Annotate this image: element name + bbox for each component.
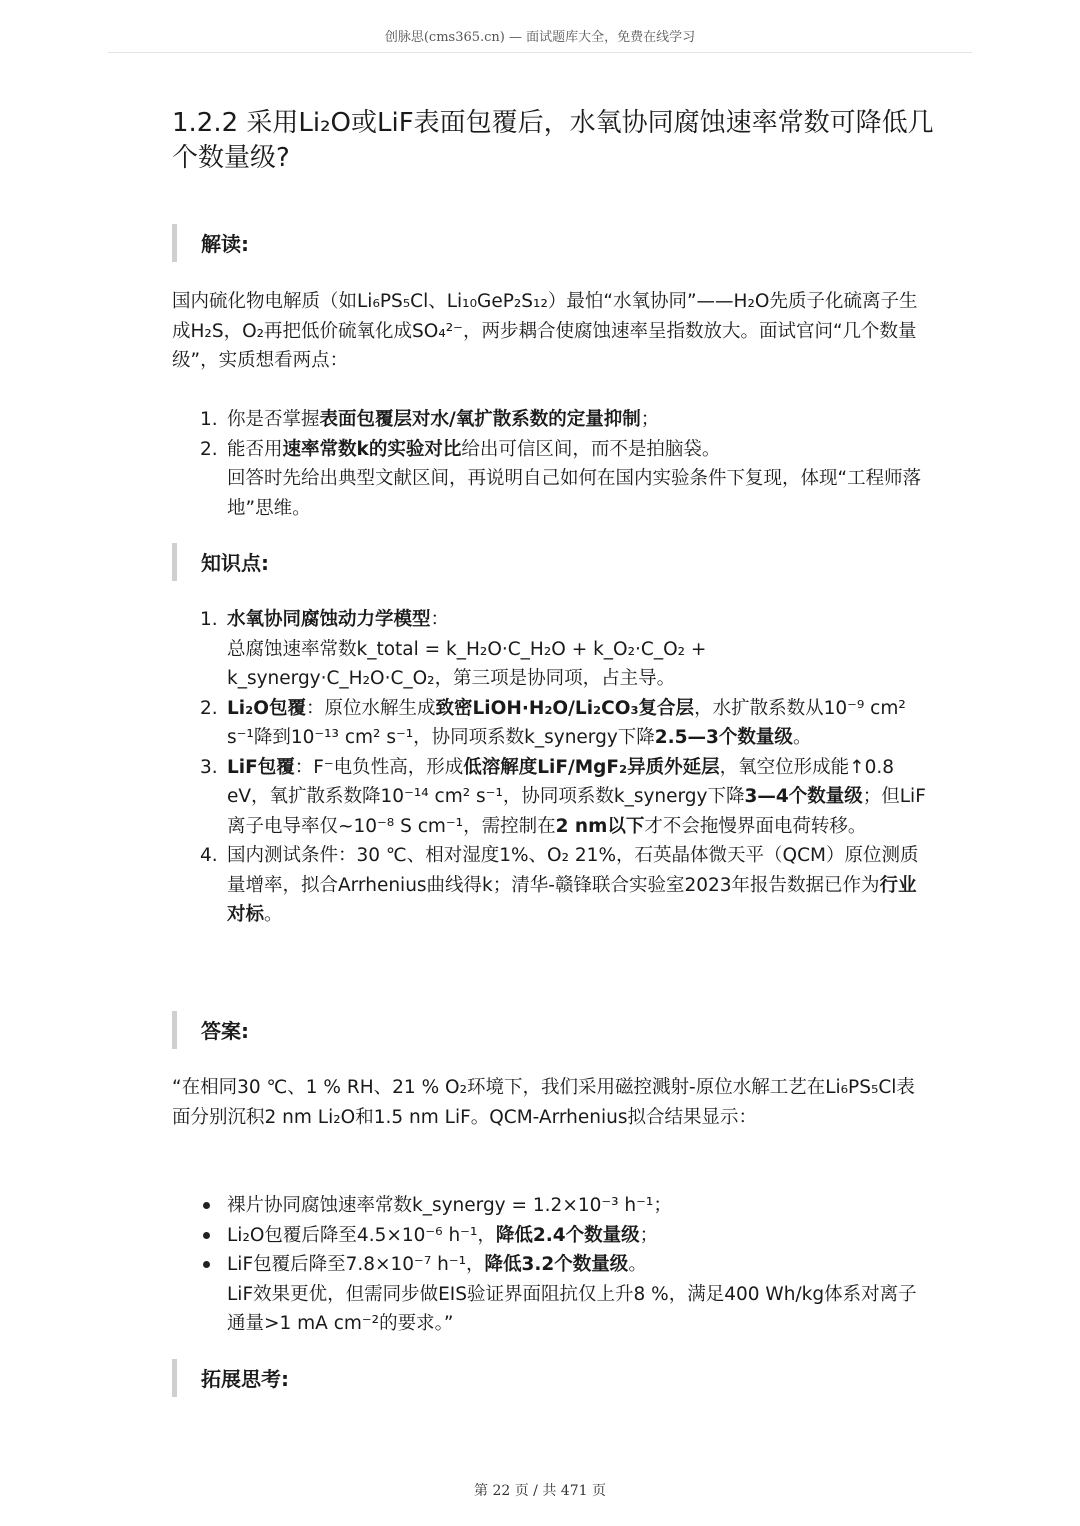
- answer-bullets: [200, 1191, 930, 1339]
- page-number-footer: 第 22 页 / 共 471 页: [474, 1483, 606, 1499]
- list-item: 3. LiF包覆：F⁻电负性高，形成低溶解度LiF/MgF₂异质外延层，氧空位形成能↑0.8 eV，氧扩散系数降10⁻¹⁴ cm² s⁻¹，协同项系数k_synergy下降3—4个数量级；但LiF离子电导率仅~10⁻⁸ S cm⁻¹，需控制在2 nm以下才不会拖慢界面电荷转移。: [200, 756, 926, 837]
- interpretation-list: [200, 405, 930, 523]
- interpretation-continuation: 回答时先给出典型文献区间，再说明自己如何在国内实验条件下复现，体现“工程师落地”思维。: [227, 468, 922, 519]
- knowledge-list: [200, 605, 930, 930]
- answer-intro: “在相同30 ℃、1 % RH、21 % O₂环境下，我们采用磁控溅射-原位水解工艺在Li₆PS₅Cl表面分别沉积2 nm Li₂O和1.5 nm LiF。QCM-Arrhenius拟合结果显示：: [172, 1077, 915, 1128]
- answer-continuation: LiF效果更优，但需同步做EIS验证界面阻抗仅上升8 %，满足400 Wh/kg体系对离子通量>1 mA cm⁻²的要求。”: [227, 1283, 917, 1334]
- section-heading-knowledge: 知识点:: [172, 543, 937, 581]
- bullet-dot: [203, 1232, 210, 1239]
- bullet-dot: [203, 1202, 210, 1209]
- page-header-source: 创脉思(cms365.cn) — 面试题库大全，免费在线学习: [384, 30, 696, 45]
- bullet-dot: [203, 1261, 210, 1268]
- list-item: 裸片协同腐蚀速率常数k_synergy = 1.2×10⁻³ h⁻¹；: [200, 1191, 930, 1221]
- section-heading-extension: 拓展思考:: [172, 1359, 937, 1397]
- section-heading-answer: 答案:: [172, 1011, 937, 1049]
- section-heading-interpretation: 解读:: [172, 224, 937, 262]
- list-item: 4. 国内测试条件：30 ℃、相对湿度1%、O₂ 21%，石英晶体微天平（QCM）原位测质量增率，拟合Arrhenius曲线得k；清华-赣锋联合实验室2023年报告数据已作为行业对标。: [200, 845, 919, 925]
- list-item: 1. 水氧协同腐蚀动力学模型： 总腐蚀速率常数k_total = k_H₂O·C_H₂O + k_O₂·C_O₂ + k_synergy·C_H₂O·C_O₂，第三项是协同项，占主导。: [200, 609, 707, 689]
- list-item: 2. Li₂O包覆：原位水解生成致密LiOH·H₂O/Li₂CO₃复合层，水扩散系数从10⁻⁹ cm² s⁻¹降到10⁻¹³ cm² s⁻¹，协同项系数k_synergy下降2.5—3个数量级。: [200, 697, 906, 748]
- question-title: 1.2.2 采用Li₂O或LiF表面包覆后，水氧协同腐蚀速率常数可降低几个数量级?: [172, 108, 934, 173]
- list-item: LiF包覆后降至7.8×10⁻⁷ h⁻¹，降低3.2个数量级。 LiF效果更优，但需同步做EIS验证界面阻抗仅上升8 %，满足400 Wh/kg体系对离子通量>1 mA cm⁻²的要求。”: [200, 1250, 930, 1339]
- header-divider: [108, 52, 972, 53]
- list-item: 2. 能否用速率常数k的实验对比给出可信区间，而不是拍脑袋。 回答时先给出典型文献区间，再说明自己如何在国内实验条件下复现，体现“工程师落地”思维。: [200, 435, 930, 524]
- list-item: Li₂O包覆后降至4.5×10⁻⁶ h⁻¹，降低2.4个数量级；: [200, 1221, 930, 1251]
- interpretation-intro: 国内硫化物电解质（如Li₆PS₅Cl、Li₁₀GeP₂S₁₂）最怕“水氧协同”——H₂O先质子化硫离子生成H₂S，O₂再把低价硫氧化成SO₄²⁻，两步耦合使腐蚀速率呈指数放大。面试官问“几个数量级”，实质想看两点：: [172, 291, 918, 371]
- list-item: 1. 你是否掌握表面包覆层对水/氧扩散系数的定量抑制；: [200, 409, 660, 430]
